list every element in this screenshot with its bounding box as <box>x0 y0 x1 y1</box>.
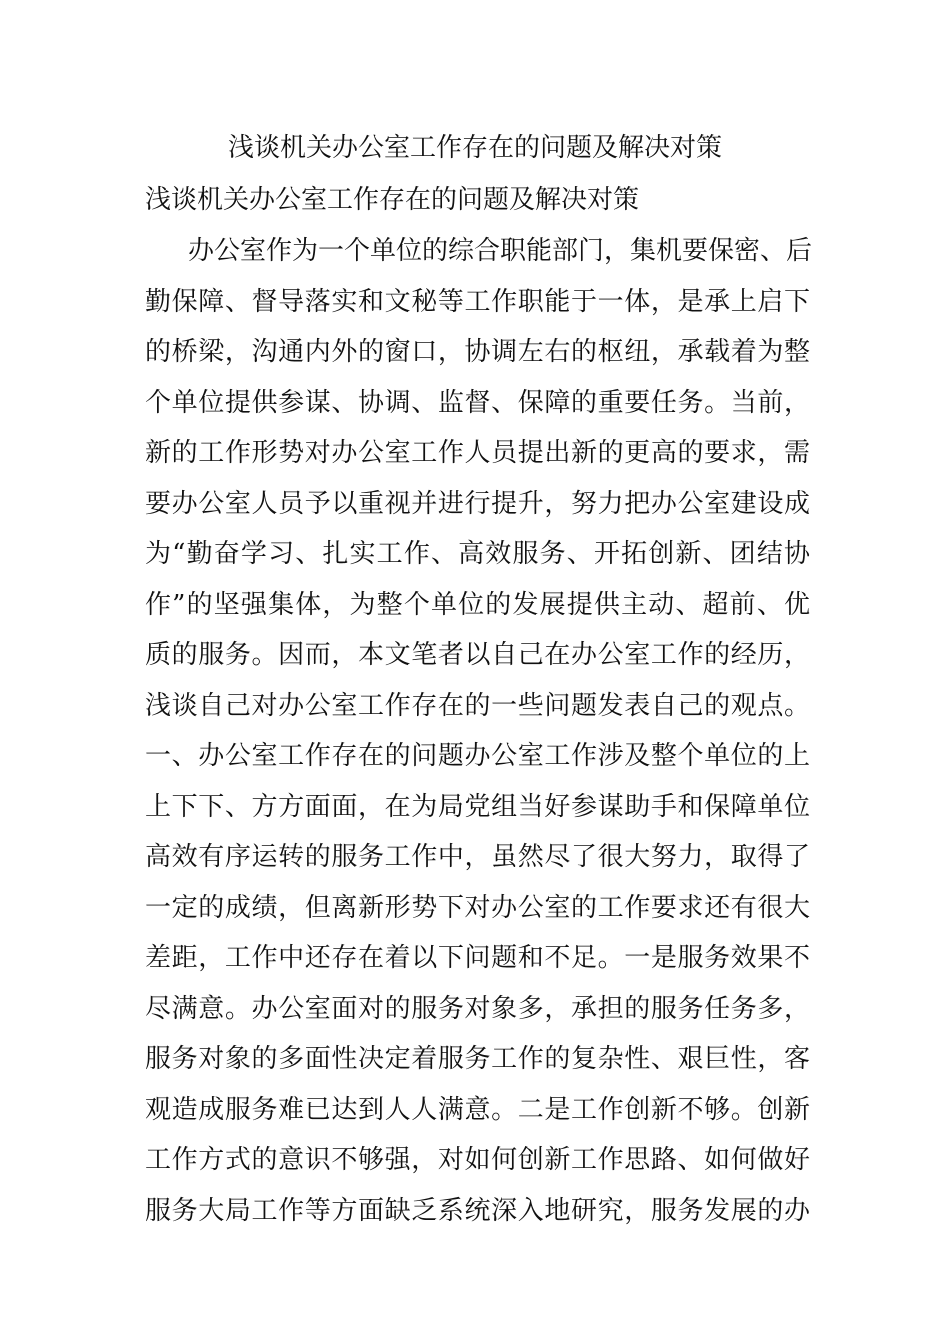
body-paragraph <box>145 226 813 1236</box>
paragraph-line: 个单位提供参谋、协调、监督、保障的重要任务。当前， <box>145 387 810 418</box>
paragraph-line: 服务大局工作等方面缺乏系统深入地研究，服务发展的办 <box>145 1195 810 1226</box>
paragraph-line: 勤保障、督导落实和文秘等工作职能于一体，是承上启下 <box>145 286 810 317</box>
paragraph-line: 高效有序运转的服务工作中，虽然尽了很大努力，取得了 <box>145 842 810 872</box>
paragraph-line: 一、办公室工作存在的问题办公室工作涉及整个单位的上 <box>145 741 810 771</box>
paragraph-line: 观造成服务难已达到人人满意。二是工作创新不够。创新 <box>145 1094 810 1125</box>
page-subtitle: 浅谈机关办公室工作存在的问题及解决对策 <box>145 185 640 215</box>
paragraph-line: 上下下、方方面面，在为局党组当好参谋助手和保障单位 <box>145 791 810 822</box>
paragraph-line: 服务对象的多面性决定着服务工作的复杂性、艰巨性，客 <box>145 1044 810 1074</box>
paragraph-line: 为“勤奋学习、扎实工作、高效服务、开拓创新、团结协 <box>145 539 810 569</box>
paragraph-line: 差距，工作中还存在着以下问题和不足。一是服务效果不 <box>145 943 810 973</box>
page-title: 浅谈机关办公室工作存在的问题及解决对策 <box>227 133 722 163</box>
paragraph-line: 浅谈自己对办公室工作存在的一些问题发表自己的观点。 <box>145 690 810 721</box>
paragraph-line: 质的服务。因而，本文笔者以自己在办公室工作的经历， <box>145 640 810 670</box>
paragraph-line: 一定的成绩，但离新形势下对办公室的工作要求还有很大 <box>145 892 810 923</box>
paragraph-line: 的桥梁，沟通内外的窗口，协调左右的枢纽，承载着为整 <box>145 337 810 367</box>
paragraph-line: 要办公室人员予以重视并进行提升，努力把办公室建设成 <box>145 488 810 519</box>
paragraph-line: 新的工作形势对办公室工作人员提出新的更高的要求，需 <box>145 438 810 468</box>
paragraph-line: 工作方式的意识不够强，对如何创新工作思路、如何做好 <box>145 1145 810 1175</box>
paragraph-line: 办公室作为一个单位的综合职能部门，集机要保密、后 <box>188 236 813 266</box>
paragraph-line: 尽满意。办公室面对的服务对象多，承担的服务任务多， <box>145 993 810 1024</box>
paragraph-line: 作”的坚强集体，为整个单位的发展提供主动、超前、优 <box>145 589 810 620</box>
